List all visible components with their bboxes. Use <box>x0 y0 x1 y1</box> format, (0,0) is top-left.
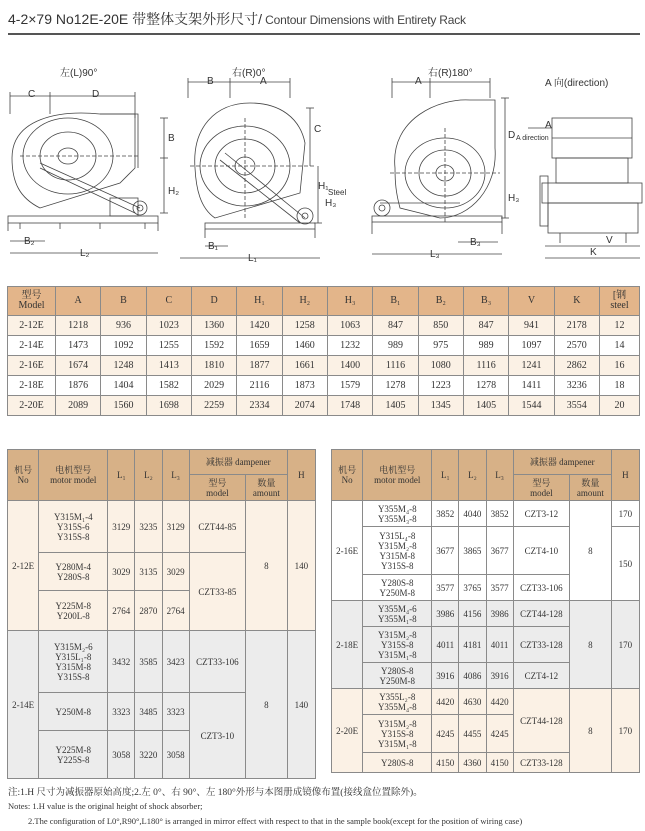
l1-cell: 3986 <box>432 601 459 627</box>
header-h2: H₂ <box>282 287 327 316</box>
dampener-model-cell: CZT3-12 <box>513 501 569 527</box>
motor-model-cell: Y225M-8 Y225S-8 <box>39 731 108 779</box>
motor-model-cell: Y355M₄-6 Y355M₁-8 <box>363 601 432 627</box>
l1-cell: 3058 <box>108 731 135 779</box>
header-d: D <box>191 287 236 316</box>
view-right0 <box>180 78 322 258</box>
dim-letter: L₂ <box>80 248 90 259</box>
table-cell: 1659 <box>237 336 282 356</box>
table-cell: 1248 <box>101 356 146 376</box>
table-cell: 14 <box>600 336 640 356</box>
l2-cell: 3235 <box>135 501 162 553</box>
dimensions-table <box>7 286 640 416</box>
l3-cell: 3129 <box>162 501 189 553</box>
l1-cell: 4011 <box>432 627 459 663</box>
table-cell: 2259 <box>191 396 236 416</box>
table-cell: 850 <box>418 316 463 336</box>
table-cell: 20 <box>600 396 640 416</box>
amount-cell: 8 <box>570 601 612 689</box>
dim-letter: K <box>590 247 597 258</box>
h-cell: 170 <box>611 501 639 527</box>
l1-cell: 3852 <box>432 501 459 527</box>
l1-cell: 4420 <box>432 689 459 715</box>
table-cell: 1404 <box>101 376 146 396</box>
header-h1: H₁ <box>237 287 282 316</box>
l3-cell: 2764 <box>162 591 189 631</box>
table-cell: 936 <box>101 316 146 336</box>
l3-cell: 3577 <box>486 575 513 601</box>
table-cell: 941 <box>509 316 554 336</box>
motor-model-cell: Y355L₂-8 Y355M₄-8 <box>363 689 432 715</box>
table-cell: 1232 <box>327 336 372 356</box>
header-l2: L₂ <box>135 450 162 501</box>
table-cell: 2-18E <box>8 376 56 396</box>
table-cell: 1413 <box>146 356 191 376</box>
dim-letter: B₂ <box>24 236 35 247</box>
dim-letter: A direction <box>516 135 549 142</box>
dim-letter: V <box>606 235 613 246</box>
header-h: H <box>611 450 639 501</box>
header-no-cn: 机号 <box>14 465 33 475</box>
motor-header-row <box>8 450 316 475</box>
dim-letter: C <box>28 89 36 100</box>
header-motor-cn: 电机型号 <box>55 465 92 475</box>
dampener-model-cell: CZT33-106 <box>513 575 569 601</box>
view-label-left90: 左(L)90° <box>60 68 98 79</box>
header-model-en: Model <box>18 300 45 311</box>
motor-model-cell: Y280S-8 Y250M-8 <box>363 663 432 689</box>
motor-model-cell: Y250M-8 <box>39 693 108 731</box>
dim-letter: B₃ <box>470 237 481 248</box>
l1-cell: 3577 <box>432 575 459 601</box>
table-cell: 1080 <box>418 356 463 376</box>
table-row <box>8 631 316 693</box>
table-cell: 1116 <box>463 356 508 376</box>
dampener-model-cell: CZT33-128 <box>513 753 569 773</box>
dim-letter: L₁ <box>248 253 257 264</box>
table-cell: 1097 <box>509 336 554 356</box>
header-b: B <box>101 287 146 316</box>
l2-cell: 4630 <box>459 689 486 715</box>
table-row <box>8 396 640 416</box>
l1-cell: 4150 <box>432 753 459 773</box>
table-cell: 1405 <box>373 396 418 416</box>
motor-model-cell: Y315M₂-8 Y315S-8 Y315M₁-8 <box>363 715 432 753</box>
table-cell: 2-20E <box>8 396 56 416</box>
table-cell: 1592 <box>191 336 236 356</box>
header-steel-en: steel <box>610 300 629 311</box>
machine-no-cell: 2-14E <box>8 631 39 779</box>
motor-model-cell: Y355M₄-8 Y355M₃-8 <box>363 501 432 527</box>
table-cell: 1255 <box>146 336 191 356</box>
table-cell: 1360 <box>191 316 236 336</box>
view-left90 <box>8 92 168 253</box>
table-cell: 1241 <box>509 356 554 376</box>
header-motor <box>363 450 432 501</box>
dim-letter: H₁ <box>318 181 329 192</box>
header-l3: L₃ <box>162 450 189 501</box>
h-cell: 170 <box>611 601 639 689</box>
l3-cell: 3916 <box>486 663 513 689</box>
header-motor-cn: 电机型号 <box>379 465 416 475</box>
table-cell: 1420 <box>237 316 282 336</box>
dim-letter: A <box>260 76 267 87</box>
l3-cell: 3852 <box>486 501 513 527</box>
header-amount-en: amount <box>252 487 280 498</box>
l2-cell: 4455 <box>459 715 486 753</box>
header-dampener: 减振器 dampener <box>189 450 287 475</box>
table-cell: 2178 <box>554 316 599 336</box>
table-cell: 2029 <box>191 376 236 396</box>
header-dmodel-en: model <box>206 487 229 498</box>
table-cell: 3236 <box>554 376 599 396</box>
l1-cell: 3129 <box>108 501 135 553</box>
table-cell: 1405 <box>463 396 508 416</box>
table-row <box>332 501 640 527</box>
table-cell: 2-12E <box>8 316 56 336</box>
l1-cell: 3323 <box>108 693 135 731</box>
table-cell: 1873 <box>282 376 327 396</box>
table-cell: 1116 <box>373 356 418 376</box>
header-a: A <box>56 287 101 316</box>
header-steel-cn: [钢 <box>612 290 627 301</box>
motor-model-cell: Y280S-8 <box>363 753 432 773</box>
table-cell: 12 <box>600 316 640 336</box>
header-model-cn: 型号 <box>21 290 42 301</box>
header-dampener-amount <box>570 475 612 501</box>
table-cell: 2-16E <box>8 356 56 376</box>
h-cell: 150 <box>611 527 639 601</box>
table-cell: 1674 <box>56 356 101 376</box>
l3-cell: 3986 <box>486 601 513 627</box>
dim-letter: A <box>415 76 422 87</box>
header-h: H <box>287 450 315 501</box>
l1-cell: 2764 <box>108 591 135 631</box>
l3-cell: 3058 <box>162 731 189 779</box>
title-rule <box>8 33 640 35</box>
motor-table-right <box>331 449 640 773</box>
table-cell: 1876 <box>56 376 101 396</box>
header-l3: L₃ <box>486 450 513 501</box>
table-cell: 1579 <box>327 376 372 396</box>
header-motor <box>39 450 108 501</box>
l3-cell: 3423 <box>162 631 189 693</box>
l1-cell: 3677 <box>432 527 459 575</box>
header-b3: B₃ <box>463 287 508 316</box>
dim-letter: H₂ <box>168 186 180 197</box>
dimensions-header-row <box>8 287 640 316</box>
table-cell: 2334 <box>237 396 282 416</box>
title-cn: 4-2×79 No12E-20E 带整体支架外形尺寸/ <box>8 11 263 27</box>
table-cell: 2116 <box>237 376 282 396</box>
motor-model-cell: Y315L₄-8 Y315M₂-8 Y315M-8 Y315S-8 <box>363 527 432 575</box>
table-cell: 1582 <box>146 376 191 396</box>
header-no <box>8 450 39 501</box>
table-cell: 3554 <box>554 396 599 416</box>
amount-cell: 8 <box>246 501 288 631</box>
header-c: C <box>146 287 191 316</box>
dampener-model-cell: CZT44-85 <box>189 501 245 553</box>
header-no <box>332 450 363 501</box>
machine-no-cell: 2-16E <box>332 501 363 601</box>
dim-letter: B₁ <box>208 241 219 252</box>
table-cell: 975 <box>418 336 463 356</box>
table-cell: 18 <box>600 376 640 396</box>
header-l1: L₁ <box>432 450 459 501</box>
dim-letter: A <box>545 120 552 131</box>
title-en: Contour Dimensions with Entirety Rack <box>262 13 466 27</box>
table-cell: 989 <box>463 336 508 356</box>
l2-cell: 3220 <box>135 731 162 779</box>
dampener-model-cell: CZT44-128 <box>513 601 569 627</box>
table-cell: 1877 <box>237 356 282 376</box>
h-cell: 140 <box>287 501 315 631</box>
l1-cell: 3029 <box>108 553 135 591</box>
l2-cell: 4156 <box>459 601 486 627</box>
view-label-right180: 右(R)180° <box>428 68 473 79</box>
table-cell: 1460 <box>282 336 327 356</box>
amount-cell: 8 <box>246 631 288 779</box>
table-row <box>8 376 640 396</box>
amount-cell: 8 <box>570 501 612 601</box>
view-label-right0: 右(R)0° <box>232 68 266 79</box>
header-motor-en: motor model <box>374 475 421 485</box>
table-cell: 1748 <box>327 396 372 416</box>
table-cell: 2089 <box>56 396 101 416</box>
table-cell: 989 <box>373 336 418 356</box>
dim-letter: D <box>508 130 516 141</box>
table-cell: 1063 <box>327 316 372 336</box>
table-cell: 1698 <box>146 396 191 416</box>
motor-table-left <box>7 449 316 779</box>
dim-letter: C <box>314 124 322 135</box>
header-dampener: 减振器 dampener <box>513 450 611 475</box>
motor-model-cell: Y315M₂-8 Y315S-8 Y315M₁-8 <box>363 627 432 663</box>
note-en-2: 2.The configuration of L0°,R90°,L180° is arranged in mirror effect with respect to that in the sample book(except for the position of wiring case) <box>28 816 523 826</box>
header-dmodel-cn: 型号 <box>208 477 227 488</box>
header-l2: L₂ <box>459 450 486 501</box>
l2-cell: 4086 <box>459 663 486 689</box>
header-steel <box>600 287 640 316</box>
table-cell: 16 <box>600 356 640 376</box>
motor-model-cell: Y225M-8 Y200L-8 <box>39 591 108 631</box>
page-title <box>8 9 638 31</box>
table-cell: 1661 <box>282 356 327 376</box>
l2-cell: 2870 <box>135 591 162 631</box>
header-v: V <box>509 287 554 316</box>
table-row <box>8 501 316 553</box>
table-cell: 2-14E <box>8 336 56 356</box>
header-no-cn: 机号 <box>338 465 357 475</box>
contour-drawing <box>0 58 645 268</box>
l2-cell: 3865 <box>459 527 486 575</box>
dim-letter: B <box>207 76 214 87</box>
dim-letter: B <box>168 133 175 144</box>
note-cn: 注:1.H 尺寸为减振器原始高度;2.左 0°、右 90°、左 180°外形与本图册成镜像布置(接线盒位置除外)。 <box>8 788 423 798</box>
l2-cell: 3585 <box>135 631 162 693</box>
table-row <box>8 336 640 356</box>
table-cell: 1400 <box>327 356 372 376</box>
header-dmodel-en: model <box>530 487 553 498</box>
header-b1: B₁ <box>373 287 418 316</box>
amount-cell: 8 <box>570 689 612 773</box>
l2-cell: 4360 <box>459 753 486 773</box>
table-cell: 1345 <box>418 396 463 416</box>
motor-header-row <box>332 450 640 475</box>
l1-cell: 3432 <box>108 631 135 693</box>
dim-letter: Steel <box>328 188 347 197</box>
header-dampener-amount <box>246 475 288 501</box>
table-cell: 847 <box>373 316 418 336</box>
h-cell: 140 <box>287 631 315 779</box>
table-cell: 1473 <box>56 336 101 356</box>
dampener-model-cell: CZT4-12 <box>513 663 569 689</box>
table-cell: 2570 <box>554 336 599 356</box>
header-dmodel-cn: 型号 <box>532 477 551 488</box>
l3-cell: 4420 <box>486 689 513 715</box>
motor-model-cell: Y280M-4 Y280S-8 <box>39 553 108 591</box>
table-cell: 1223 <box>418 376 463 396</box>
dampener-model-cell: CZT33-106 <box>189 631 245 693</box>
machine-no-cell: 2-20E <box>332 689 363 773</box>
motor-model-cell: Y315M₁-4 Y315S-6 Y315S-8 <box>39 501 108 553</box>
header-motor-en: motor model <box>50 475 97 485</box>
l3-cell: 3029 <box>162 553 189 591</box>
machine-no-cell: 2-12E <box>8 501 39 631</box>
header-amount-cn: 数量 <box>581 477 600 488</box>
header-h3: H₃ <box>327 287 372 316</box>
table-cell: 847 <box>463 316 508 336</box>
dampener-model-cell: CZT44-128 <box>513 689 569 753</box>
table-row <box>332 601 640 627</box>
l2-cell: 3135 <box>135 553 162 591</box>
table-cell: 1544 <box>509 396 554 416</box>
note-en-1: Notes: 1.H value is the original height of shock absorber; <box>8 801 203 811</box>
header-dampener-model <box>189 475 245 501</box>
dim-letter: L₃ <box>430 249 440 260</box>
table-cell: 2074 <box>282 396 327 416</box>
l3-cell: 4011 <box>486 627 513 663</box>
header-k: K <box>554 287 599 316</box>
header-no-en: No <box>341 475 353 485</box>
view-label-a-direction: A 向(direction) <box>545 78 609 89</box>
l2-cell: 4181 <box>459 627 486 663</box>
table-row <box>332 689 640 715</box>
header-amount-cn: 数量 <box>257 477 276 488</box>
motor-model-cell: Y280S-8 Y250M-8 <box>363 575 432 601</box>
dim-letter: H₃ <box>325 198 337 209</box>
table-cell: 2862 <box>554 356 599 376</box>
table-cell: 1218 <box>56 316 101 336</box>
dampener-model-cell: CZT33-85 <box>189 553 245 631</box>
dim-letter: H₃ <box>508 193 520 204</box>
l2-cell: 4040 <box>459 501 486 527</box>
table-cell: 1560 <box>101 396 146 416</box>
table-row <box>8 356 640 376</box>
motor-model-cell: Y315M₂-6 Y315L₁-8 Y315M-8 Y315S-8 <box>39 631 108 693</box>
machine-no-cell: 2-18E <box>332 601 363 689</box>
l2-cell: 3765 <box>459 575 486 601</box>
header-amount-en: amount <box>576 487 604 498</box>
table-cell: 1278 <box>373 376 418 396</box>
dampener-model-cell: CZT4-10 <box>513 527 569 575</box>
l2-cell: 3485 <box>135 693 162 731</box>
view-right180 <box>372 78 509 254</box>
table-cell: 1411 <box>509 376 554 396</box>
table-cell: 1258 <box>282 316 327 336</box>
h-cell: 170 <box>611 689 639 773</box>
dim-letter: D <box>92 89 100 100</box>
table-cell: 1810 <box>191 356 236 376</box>
header-l1: L₁ <box>108 450 135 501</box>
l1-cell: 3916 <box>432 663 459 689</box>
l3-cell: 3677 <box>486 527 513 575</box>
header-dampener-model <box>513 475 569 501</box>
dampener-model-cell: CZT33-128 <box>513 627 569 663</box>
l1-cell: 4245 <box>432 715 459 753</box>
header-no-en: No <box>17 475 29 485</box>
header-b2: B₂ <box>418 287 463 316</box>
header-model <box>8 287 56 316</box>
dampener-model-cell: CZT3-10 <box>189 693 245 779</box>
table-cell: 1092 <box>101 336 146 356</box>
l3-cell: 4150 <box>486 753 513 773</box>
l3-cell: 4245 <box>486 715 513 753</box>
table-row <box>8 316 640 336</box>
l3-cell: 3323 <box>162 693 189 731</box>
table-cell: 1278 <box>463 376 508 396</box>
table-cell: 1023 <box>146 316 191 336</box>
